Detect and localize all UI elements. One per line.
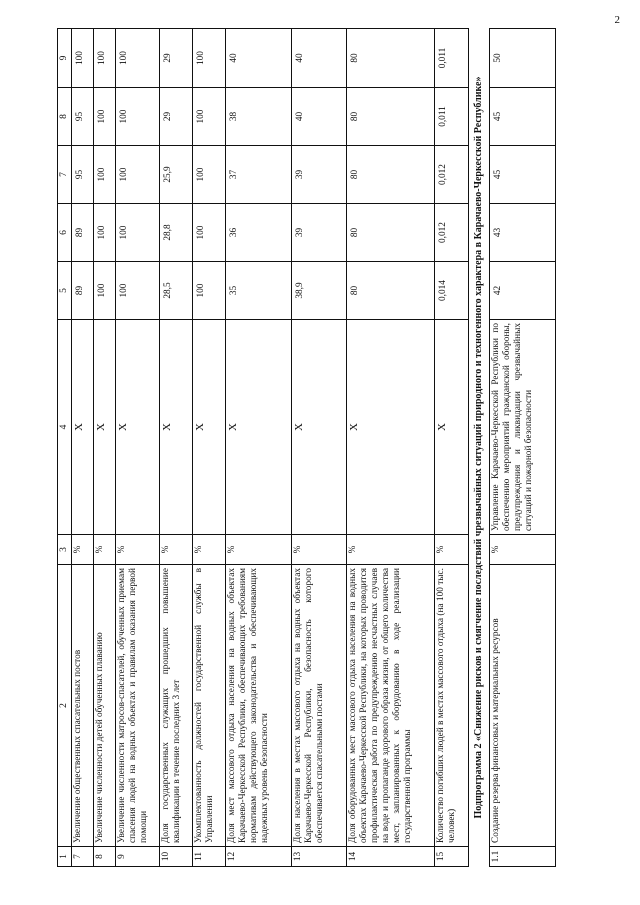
value-cell: 100 [193,146,226,204]
col-header: 5 [58,262,72,320]
value-cell: 43 [490,204,556,262]
value-cell: 100 [94,88,116,146]
column-header-row [58,29,72,867]
value-cell: 0,012 [435,204,469,262]
value-cell: 29 [160,88,193,146]
unit-cell: % [160,535,193,565]
unit-cell: % [116,535,160,565]
col-header: 1 [58,847,72,867]
value-cell: 28,5 [160,262,193,320]
row-number: 9 [116,847,160,867]
value-cell: 80 [347,204,435,262]
value-cell: 100 [116,29,160,88]
col-header: 7 [58,146,72,204]
table-row [193,29,226,867]
value-cell: 42 [490,262,556,320]
col-header: 3 [58,535,72,565]
value-cell: 95 [72,146,94,204]
value-cell: 80 [347,88,435,146]
value-cell: 28,8 [160,204,193,262]
value-cell: 89 [72,262,94,320]
value-cell: 0,014 [435,262,469,320]
value-cell: 100 [193,88,226,146]
indicator-name: Доля государственных служащих прошедших повышение квалификации в течение последних 3 лет [160,565,193,847]
indicator-name: Увеличение общественных спасательных постов [72,565,94,847]
value-cell: 39 [292,146,347,204]
value-cell: 35 [226,262,292,320]
table-row [347,29,435,867]
col-header: 4 [58,320,72,535]
value-cell: 100 [72,29,94,88]
unit-cell: % [490,535,556,565]
executor-cell: X [193,320,226,535]
value-cell: 0,012 [435,146,469,204]
value-cell: 29 [160,29,193,88]
value-cell: 89 [72,204,94,262]
row-number: 7 [72,847,94,867]
unit-cell: % [193,535,226,565]
row-number: 11 [193,847,226,867]
indicators-table [57,28,556,867]
row-number: 10 [160,847,193,867]
value-cell: 80 [347,29,435,88]
table-row [160,29,193,867]
value-cell: 100 [116,88,160,146]
table-row [94,29,116,867]
unit-cell: % [347,535,435,565]
table-row [226,29,292,867]
executor-cell: X [160,320,193,535]
value-cell: 100 [116,262,160,320]
row-number: 1.1 [490,847,556,867]
value-cell: 45 [490,88,556,146]
table-row [292,29,347,867]
subprogram-title: Подпрограмма 2 «Снижение рисков и смягчение последствий чрезвычайных ситуаций природного и техногенного характера в Карачаево-Черкесской Республике» [469,29,490,867]
value-cell: 80 [347,146,435,204]
indicator-name: Доля населения в местах массового отдыха на водных объектах Карачаево-Черкесской Республики, безопасность которого обеспечивается спасательными постами [292,565,347,847]
value-cell: 100 [94,204,116,262]
table-row [72,29,94,867]
unit-cell: % [72,535,94,565]
value-cell: 100 [193,29,226,88]
unit-cell: % [94,535,116,565]
value-cell: 25,9 [160,146,193,204]
value-cell: 37 [226,146,292,204]
unit-cell: % [226,535,292,565]
indicator-name: Доля оборудованных мест массового отдыха населения на водных объектах Карачаево-Черкесской Республики, на которых проводится профилактическая работа по предупреждению несчастных случаев на воде и пропаганде здорового образа жизни, от общего количества мест, запланированных к оборудованию в ходе реализации государственной программы [347,565,435,847]
indicator-name: Увеличение численности матросов-спасателей, обученных приемам спасения людей на водных объектах и правилам оказания первой помощи [116,565,160,847]
indicator-name: Создание резерва финансовых и материальных ресурсов [490,565,556,847]
unit-cell: % [435,535,469,565]
executor-cell: X [72,320,94,535]
value-cell: 100 [116,204,160,262]
value-cell: 0,011 [435,29,469,88]
row-number: 15 [435,847,469,867]
indicator-name: Укомплектованность должностей государственной службы в Управлении [193,565,226,847]
value-cell: 39 [292,204,347,262]
col-header: 8 [58,88,72,146]
page-number: 2 [614,14,620,26]
value-cell: 50 [490,29,556,88]
col-header: 2 [58,565,72,847]
value-cell: 100 [193,262,226,320]
value-cell: 38,9 [292,262,347,320]
value-cell: 40 [292,29,347,88]
section-header-row [469,29,490,867]
executor-cell: X [435,320,469,535]
value-cell: 38 [226,88,292,146]
value-cell: 100 [94,29,116,88]
table-row [490,29,556,867]
indicator-name: Количество погибших людей в местах массового отдыха (на 100 тыс. человек) [435,565,469,847]
value-cell: 36 [226,204,292,262]
indicator-name: Доля мест массового отдыха населения на водных объектах Карачаево-Черкесской Республики, обеспечивающих требованиям нормативам действующего законодательства и обеспечивающих надежных уровень безопасности [226,565,292,847]
executor-cell: X [116,320,160,535]
row-number: 8 [94,847,116,867]
col-header: 9 [58,29,72,88]
executor-cell: X [94,320,116,535]
value-cell: 100 [94,146,116,204]
value-cell: 45 [490,146,556,204]
value-cell: 95 [72,88,94,146]
indicator-name: Увеличение численности детей обученных плаванию [94,565,116,847]
row-number: 13 [292,847,347,867]
executor-cell: X [292,320,347,535]
executor-cell: X [347,320,435,535]
value-cell: 100 [193,204,226,262]
executor-cell: Управление Карачаево-Черкесской Республики по обеспечению мероприятий гражданской обороны, предупреждения и ликвидации чрезвычайных ситуаций и пожарной безопасности [490,320,556,535]
value-cell: 40 [226,29,292,88]
col-header: 6 [58,204,72,262]
value-cell: 80 [347,262,435,320]
unit-cell: % [292,535,347,565]
row-number: 12 [226,847,292,867]
value-cell: 100 [94,262,116,320]
value-cell: 0,011 [435,88,469,146]
executor-cell: X [226,320,292,535]
rotated-table-sheet [57,29,611,867]
value-cell: 100 [116,146,160,204]
table-row [435,29,469,867]
value-cell: 40 [292,88,347,146]
row-number: 14 [347,847,435,867]
table-row [116,29,160,867]
